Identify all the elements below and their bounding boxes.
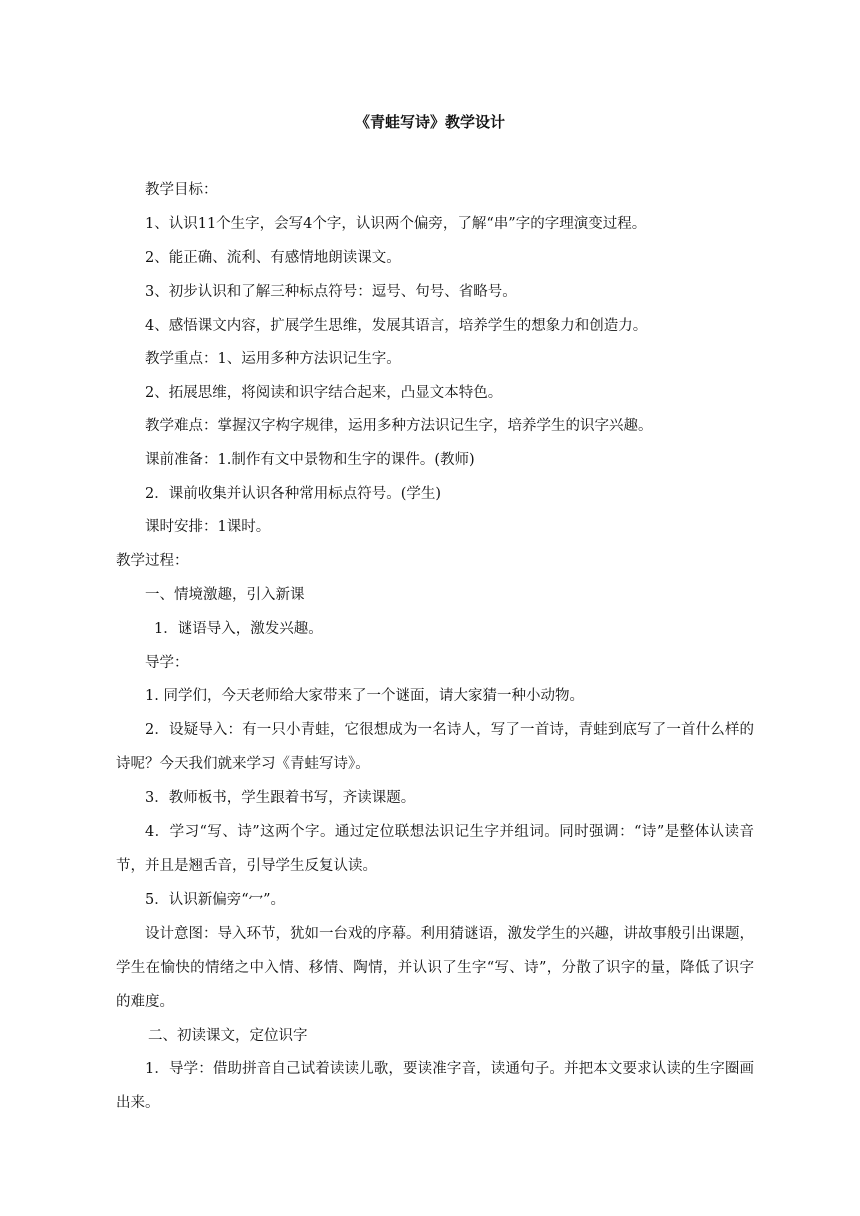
section-2-heading: 二、初读课文，定位识字 bbox=[148, 1028, 308, 1044]
design-intent: 设计意图：导入环节，犹如一台戏的序幕。利用猜谜语，激发学生的兴趣，讲故事般引出课题，学生在愉快的情绪之中入情、移情、陶情，并认识了生字“写、诗”，分散了识字的量，降低了识字的难度。 bbox=[116, 926, 754, 1010]
objective-2: 2、能正确、流利、有感情地朗读课文。 bbox=[145, 250, 401, 266]
step-5: 5．认识新偏旁“冖”。 bbox=[145, 892, 286, 908]
key-point-2: 2、拓展思维，将阅读和识字结合起来，凸显文本特色。 bbox=[145, 385, 503, 401]
difficulty: 教学难点：掌握汉字构字规律，运用多种方法识记生字，培养学生的识字兴趣。 bbox=[145, 418, 653, 434]
preparation-2: 2．课前收集并认识各种常用标点符号。(学生) bbox=[145, 486, 442, 502]
section-1-heading: 一、情境激趣，引入新课 bbox=[145, 587, 305, 603]
objective-4: 4、感悟课文内容，扩展学生思维，发展其语言，培养学生的想象力和创造力。 bbox=[145, 318, 648, 334]
preparation-1: 课前准备：1.制作有文中景物和生字的课件。(教师) bbox=[145, 452, 475, 468]
key-point-1: 教学重点：1、运用多种方法识记生字。 bbox=[145, 351, 401, 367]
step-1: 1. 同学们，今天老师给大家带来了一个谜面，请大家猜一种小动物。 bbox=[145, 688, 584, 704]
step-4: 4．学习“写、诗”这两个字。通过定位联想法识记生字并组词。同时强调：“诗”是整体认读音节，并且是翘舌音，引导学生反复认读。 bbox=[116, 824, 754, 874]
objectives-heading: 教学目标： bbox=[145, 182, 218, 198]
riddle-intro: 1．谜语导入，激发兴趣。 bbox=[154, 621, 323, 637]
objective-1: 1、认识11个生字，会写4个字，认识两个偏旁，了解“串”字的字理演变过程。 bbox=[145, 216, 647, 232]
document-title: 《青蛙写诗》教学设计 bbox=[354, 113, 505, 131]
step-3: 3．教师板书，学生跟着书写，齐读课题。 bbox=[145, 790, 416, 806]
guide-label: 导学： bbox=[145, 655, 189, 671]
schedule: 课时安排：1课时。 bbox=[145, 519, 271, 535]
objective-3: 3、初步认识和了解三种标点符号：逗号、句号、省略号。 bbox=[145, 284, 517, 300]
process-heading: 教学过程： bbox=[116, 553, 189, 569]
reading-step-1: 1．导学：借助拼音自己试着读读儿歌，要读准字音，读通句子。并把本文要求认读的生字圈画出来。 bbox=[116, 1061, 754, 1111]
step-2: 2．设疑导入：有一只小青蛙，它很想成为一名诗人，写了一首诗，青蛙到底写了一首什么样的诗呢？今天我们就来学习《青蛙写诗》。 bbox=[116, 722, 754, 772]
